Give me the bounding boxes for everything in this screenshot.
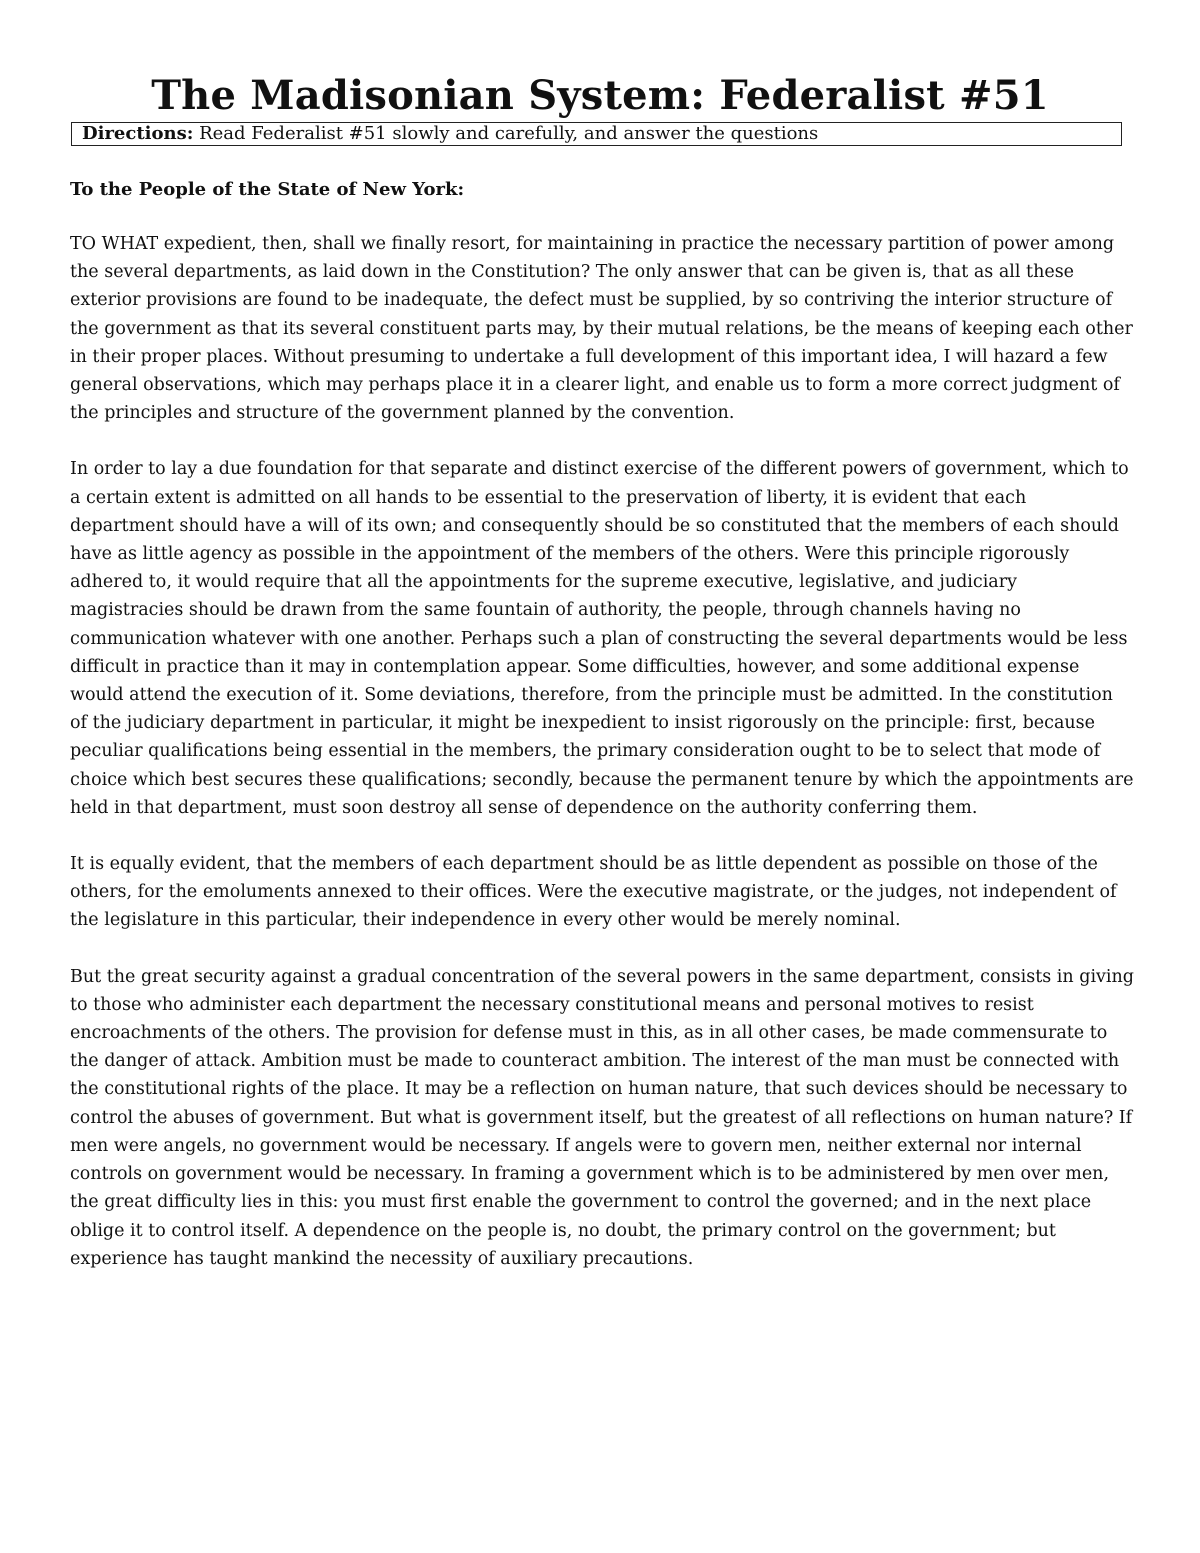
directions-label: Directions: <box>82 123 194 144</box>
salutation: To the People of the State of New York: <box>70 179 465 200</box>
paragraph-2: In order to lay a due foundation for that separate and distinct exercise of the different powers of government, which to a certain extent is admitted on all hands to be essential to the preservation of liberty, it is evident that each department should have a will of its own; and consequently should be so constituted that the members of each should have as little agency as possible in the appointment of the members of the others. Were this principle rigorously adhered to, it would require that all the appointments for the supreme executive, legislative, and judiciary magistracies should be drawn from the same fountain of authority, the people, through channels having no communication whatever with one another. Perhaps such a plan of constructing the several departments would be less difficult in practice than it may in contemplation appear. Some difficulties, however, and some additional expense would attend the execution of it. Some deviations, therefore, from the principle must be admitted. In the constitution of the judiciary department in particular, it might be inexpedient to insist rigorously on the principle: first, because peculiar qualifications being essential in the members, the primary consideration ought to be to select that mode of choice which best secures these qualifications; secondly, because the permanent tenure by which the appointments are held in that department, must soon destroy all sense of dependence on the authority conferring them. <box>70 459 1134 818</box>
directions-text: Read Federalist #51 slowly and carefully, and answer the questions <box>193 123 819 144</box>
page-title: The Madisonian System: Federalist #51 <box>151 72 1049 119</box>
directions-box <box>71 122 1122 146</box>
paragraph-1: TO WHAT expedient, then, shall we finally resort, for maintaining in practice the necessary partition of power among the several departments, as laid down in the Constitution? The only answer that can be given is, that as all these exterior provisions are found to be inadequate, the defect must be supplied, by so contriving the interior structure of the government as that its several constituent parts may, by their mutual relations, be the means of keeping each other in their proper places. Without presuming to undertake a full development of this important idea, I will hazard a few general observations, which may perhaps place it in a clearer light, and enable us to form a more correct judgment of the principles and structure of the government planned by the convention. <box>70 234 1133 424</box>
body-text <box>70 230 1135 1301</box>
paragraph-4: But the great security against a gradual concentration of the several powers in the same department, consists in giving to those who administer each department the necessary constitutional means and personal motives to resist encroachments of the others. The provision for defense must in this, as in all other cases, be made commensurate to the danger of attack. Ambition must be made to counteract ambition. The interest of the man must be connected with the constitutional rights of the place. It may be a reflection on human nature, that such devices should be necessary to control the abuses of government. But what is government itself, but the greatest of all reflections on human nature? If men were angels, no government would be necessary. If angels were to govern men, neither external nor internal controls on government would be necessary. In framing a government which is to be administered by men over men, the great difficulty lies in this: you must first enable the government to control the governed; and in the next place oblige it to control itself. A dependence on the people is, no doubt, the primary control on the government; but experience has taught mankind the necessity of auxiliary precautions. <box>70 966 1134 1269</box>
paragraph-3: It is equally evident, that the members of each department should be as little dependent as possible on those of the others, for the emoluments annexed to their offices. Were the executive magistrate, or the judges, not independent of the legislature in this particular, their independence in every other would be merely nominal. <box>70 854 1117 931</box>
